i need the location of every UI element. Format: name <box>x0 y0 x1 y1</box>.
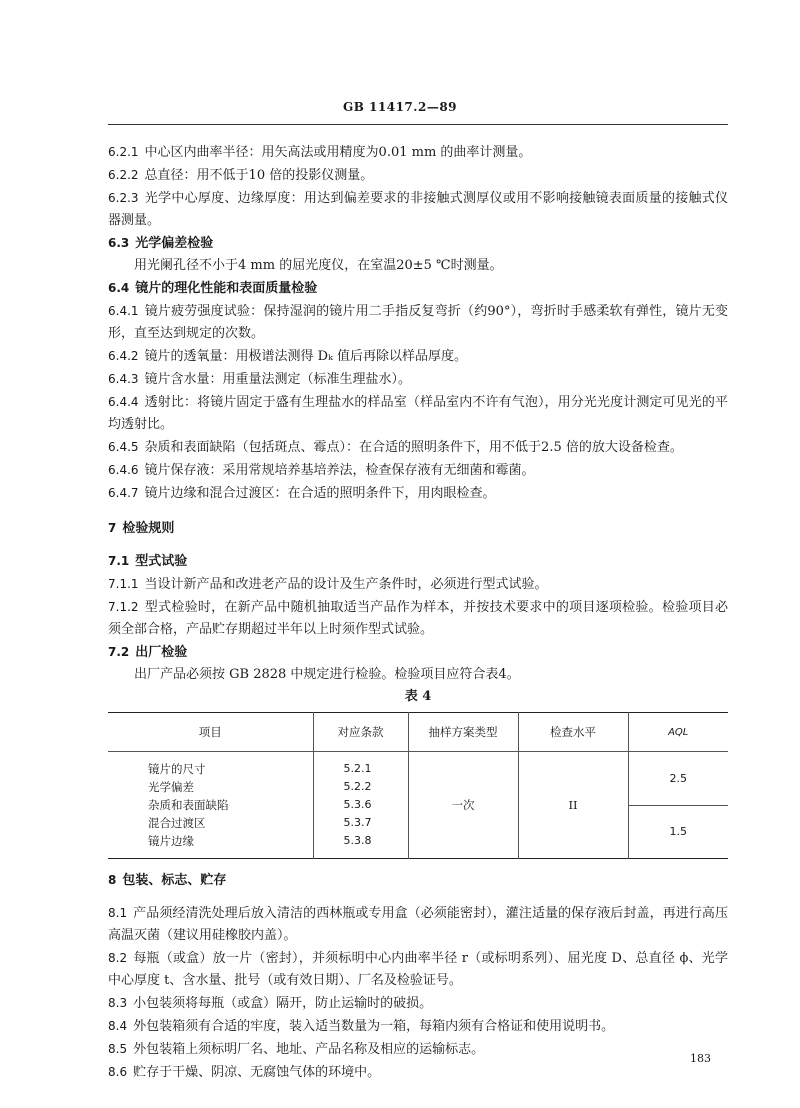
table-item: 杂质和表面缺陷 <box>148 798 229 812</box>
clause-6-4-6: 6.4.6 镜片保存液：采用常规培养基培养法，检查保存液有无细菌和霉菌。 <box>108 463 535 478</box>
heading-8: 8 包装、标志、贮存 <box>108 873 227 888</box>
table-header-clause: 对应条款 <box>313 713 408 752</box>
heading-6-3: 6.3 光学偏差检验 <box>108 236 214 251</box>
inspection-table <box>108 712 728 859</box>
table-item: 混合过渡区 <box>148 816 206 830</box>
header-rule <box>108 124 728 125</box>
table-header-sampling: 抽样方案类型 <box>408 713 518 752</box>
heading-7-2: 7.2 出厂检验 <box>108 645 188 660</box>
table-cell-items <box>108 752 313 859</box>
clause-8-6: 8.6 贮存于干燥、阴凉、无腐蚀气体的环境中。 <box>108 1065 381 1080</box>
table-header-aql: AQL <box>628 713 728 752</box>
table-item: 镜片的尺寸 <box>148 762 206 776</box>
clause-6-4-1: 6.4.1 镜片疲劳强度试验：保持湿润的镜片用二手指反复弯折（约90°），弯折时手感柔软有弹性，镜片无变形，直至达到规定的次数。 <box>108 304 728 341</box>
heading-7-1: 7.1 型式试验 <box>108 554 188 569</box>
clause-6-4-7: 6.4.7 镜片边缘和混合过渡区：在合适的照明条件下，用肉眼检查。 <box>108 486 496 501</box>
table-clause: 5.3.7 <box>343 816 372 829</box>
page-number: 183 <box>690 1052 711 1065</box>
page-content <box>108 141 728 1084</box>
clause-6-4-3: 6.4.3 镜片含水量：用重量法测定（标准生理盐水）。 <box>108 372 412 387</box>
running-header: GB 11417.2—89 <box>342 100 458 114</box>
table-cell-clauses <box>313 752 408 859</box>
clause-7-1-1: 7.1.1 当设计新产品和改进老产品的设计及生产条件时，必须进行型式试验。 <box>108 577 548 592</box>
clause-6-4-5: 6.4.5 杂质和表面缺陷（包括斑点、霉点）：在合适的照明条件下，用不低于2.5 倍的放大设备检查。 <box>108 440 683 455</box>
clause-8-3: 8.3 小包装须将每瓶（或盒）隔开，防止运输时的破损。 <box>108 996 433 1011</box>
clause-6-3-body: 用光阑孔径不小于4 mm 的屈光度仪，在室温20±5 ℃时测量。 <box>134 258 503 273</box>
clause-7-2-body: 出厂产品必须按 GB 2828 中规定进行检验。检验项目应符合表4。 <box>134 667 520 682</box>
table-clause: 5.2.1 <box>343 762 372 775</box>
table-cell-aql-1: 2.5 <box>628 752 728 806</box>
table-item: 光学偏差 <box>148 780 194 794</box>
table-header-item: 项目 <box>108 713 313 752</box>
table-clause: 5.2.2 <box>343 780 372 793</box>
clause-6-2-1: 6.2.1 中心区内曲率半径：用矢高法或用精度为0.01 mm 的曲率计测量。 <box>108 145 532 160</box>
clause-8-1: 8.1 产品须经清洗处理后放入清洁的西林瓶或专用盒（必须能密封），灌注适量的保存液后封盖，再进行高压高温灭菌（建议用硅橡胶内盖）。 <box>108 906 728 943</box>
clause-8-2: 8.2 每瓶（或盒）放一片（密封），并须标明中心内曲率半径 r（或标明系列）、屈光度 D、总直径 ϕ、光学中心厚度 t、含水量、批号（或有效日期）、厂名及检验证号。 <box>108 951 728 988</box>
table-clause: 5.3.6 <box>343 798 372 811</box>
table-cell-aql-2: 1.5 <box>628 805 728 859</box>
clause-6-2-2: 6.2.2 总直径：用不低于10 倍的投影仪测量。 <box>108 168 374 183</box>
table-caption: 表 4 <box>404 689 432 704</box>
clause-6-4-2: 6.4.2 镜片的透氧量：用极谱法测得 Dₖ 值后再除以样品厚度。 <box>108 349 467 364</box>
table-cell-level: II <box>518 752 628 859</box>
heading-6-4: 6.4 镜片的理化性能和表面质量检验 <box>108 281 318 296</box>
clause-6-2-3: 6.2.3 光学中心厚度、边缘厚度：用达到偏差要求的非接触式测厚仪或用不影响接触镜表面质量的接触式仪器测量。 <box>108 191 728 228</box>
table-clause: 5.3.8 <box>343 834 372 847</box>
clause-6-4-4: 6.4.4 透射比：将镜片固定于盛有生理盐水的样品室（样品室内不许有气泡），用分光光度计测定可见光的平均透射比。 <box>108 395 728 432</box>
heading-7: 7 检验规则 <box>108 521 175 536</box>
table-header-level: 检查水平 <box>518 713 628 752</box>
table-item: 镜片边缘 <box>148 834 194 848</box>
table-cell-sampling: 一次 <box>408 752 518 859</box>
clause-8-4: 8.4 外包装箱须有合适的牢度，装入适当数量为一箱，每箱内须有合格证和使用说明书。 <box>108 1019 615 1034</box>
clause-8-5: 8.5 外包装箱上须标明厂名、地址、产品名称及相应的运输标志。 <box>108 1042 485 1057</box>
clause-7-1-2: 7.1.2 型式检验时，在新产品中随机抽取适当产品作为样本，并按技术要求中的项目逐项检验。检验项目必须全部合格，产品贮存期超过半年以上时须作型式试验。 <box>108 600 728 637</box>
